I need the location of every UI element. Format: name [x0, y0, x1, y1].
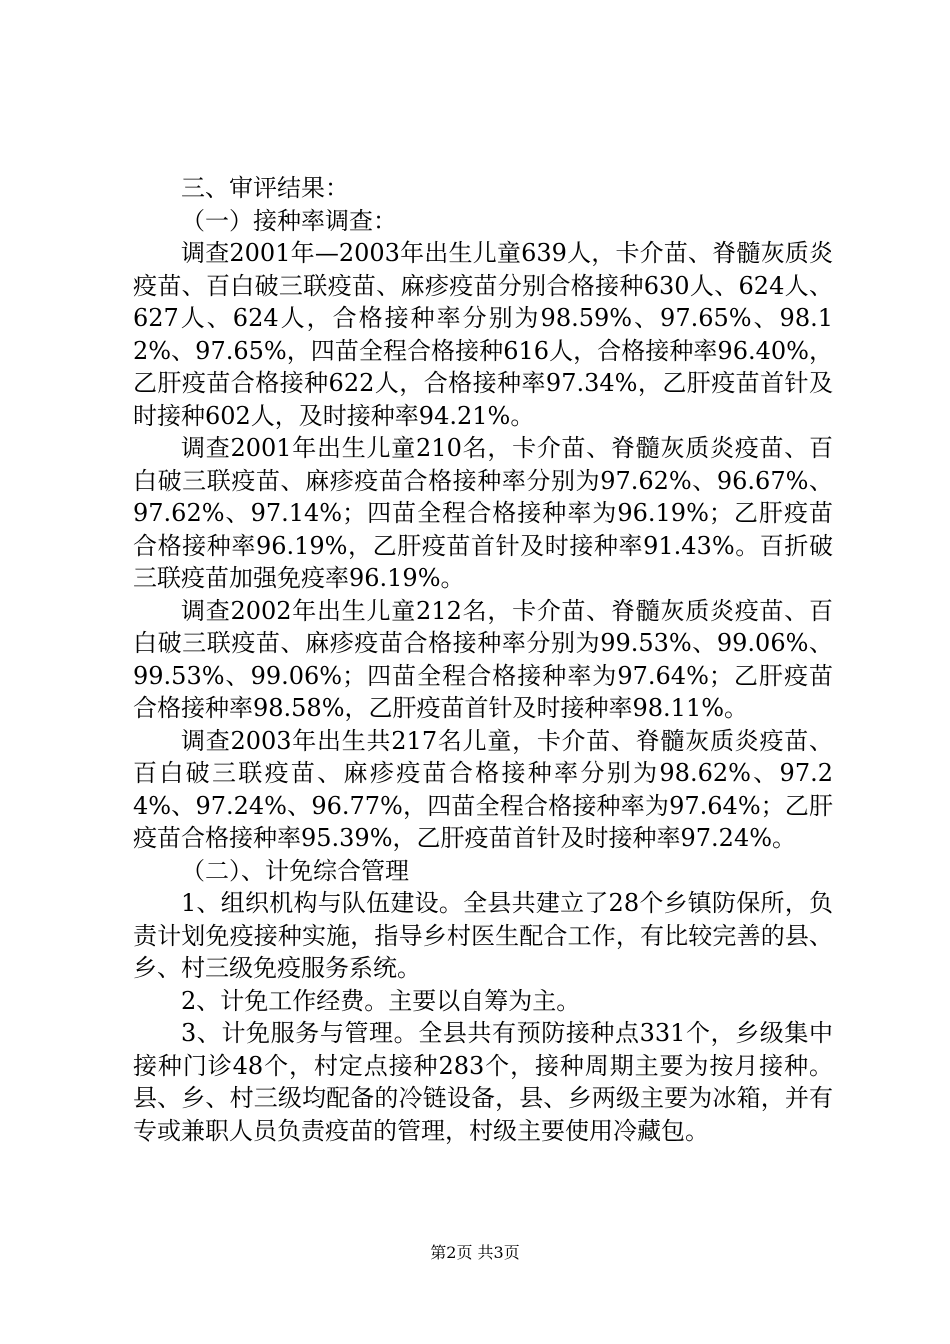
paragraph-organization: 1、组织机构与队伍建设。全县共建立了28个乡镇防保所，负责计划免疫接种实施，指导乡村医生配合工作，有比较完善的县、乡、村三级免疫服务系统。	[133, 889, 833, 982]
paragraph-survey-2003: 调查2003年出生共217名儿童，卡介苗、脊髓灰质炎疫苗、百白破三联疫苗、麻疹疫苗合格接种率分别为98.62%、97.24%、97.24%、96.77%，四苗全程合格接种率为97.64%；乙肝疫苗合格接种率95.39%，乙肝疫苗首针及时接种率97.24%。	[133, 726, 833, 852]
paragraph-survey-2001-2003: 调查2001年—2003年出生儿童639人，卡介苗、脊髓灰质炎疫苗、百白破三联疫苗、麻疹疫苗分别合格接种630人、624人、627人、624人，合格接种率分别为98.59%、97.65%、98.12%、97.65%，四苗全程合格接种616人，合格接种率96.40%，乙肝疫苗合格接种622人，合格接种率97.34%，乙肝疫苗首针及时接种602人，及时接种率94.21%。	[133, 239, 833, 430]
paragraph-survey-2002: 调查2002年出生儿童212名，卡介苗、脊髓灰质炎疫苗、百白破三联疫苗、麻疹疫苗合格接种率分别为99.53%、99.06%、99.53%、99.06%；四苗全程合格接种率为97.64%；乙肝疫苗合格接种率98.58%，乙肝疫苗首针及时接种率98.11%。	[133, 596, 833, 722]
paragraph-service-management: 3、计免服务与管理。全县共有预防接种点331个，乡级集中接种门诊48个，村定点接种283个，接种周期主要为按月接种。县、乡、村三级均配备的冷链设备，县、乡两级主要为冰箱，并有专或兼职人员负责疫苗的管理，村级主要使用冷藏包。	[133, 1019, 833, 1145]
subsection-heading-vaccination-rate: （一）接种率调查：	[181, 206, 397, 235]
paragraph-funding: 2、计免工作经费。主要以自筹为主。	[181, 986, 581, 1015]
paragraph-survey-2001: 调查2001年出生儿童210名，卡介苗、脊髓灰质炎疫苗、百白破三联疫苗、麻疹疫苗合格接种率分别为97.62%、96.67%、97.62%、97.14%；四苗全程合格接种率为96.19%；乙肝疫苗合格接种率96.19%，乙肝疫苗首针及时接种率91.43%。百折破三联疫苗加强免疫率96.19%。	[133, 434, 833, 592]
document-body	[133, 172, 833, 1147]
subsection-heading-management: （二）、计免综合管理	[181, 856, 409, 885]
section-heading-review-results: 三、审评结果：	[181, 174, 349, 202]
page-number-footer: 第2页 共3页	[430, 1243, 520, 1262]
